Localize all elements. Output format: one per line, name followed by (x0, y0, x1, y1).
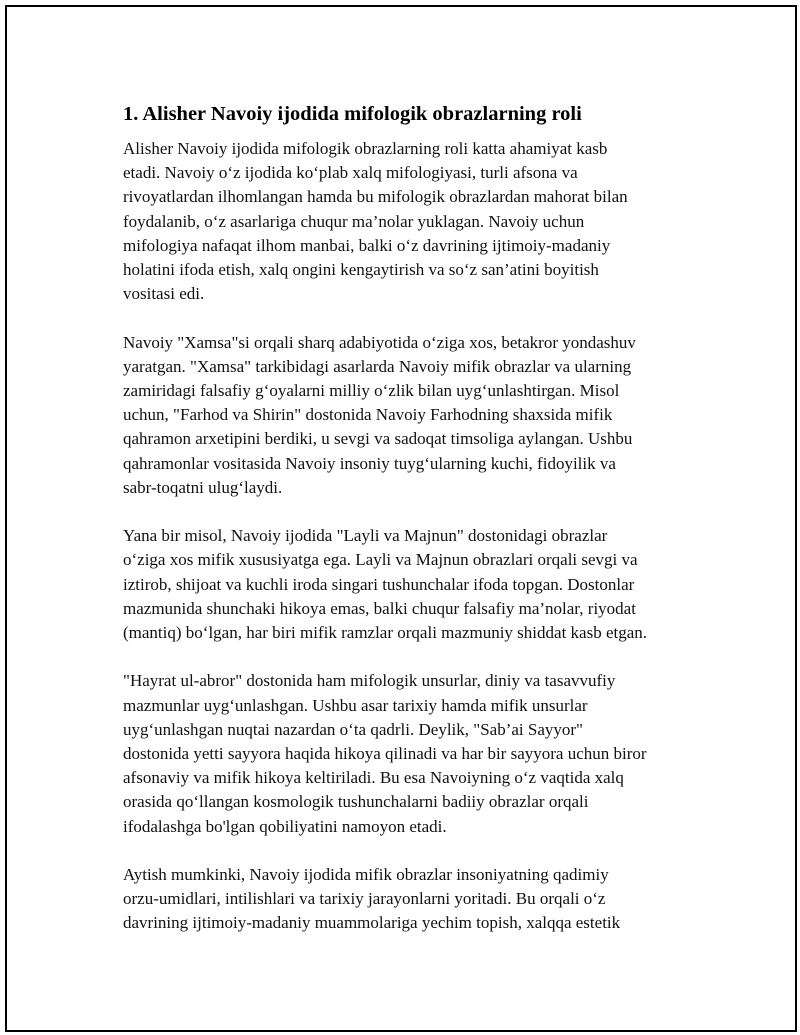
paragraph-1 (123, 137, 703, 306)
text-line: Aytish mumkinki, Navoiy ijodida mifik obrazlar insoniyatning qadimiy (123, 865, 609, 885)
text-line: Yana bir misol, Navoiy ijodida "Layli va Majnun" dostonidagi obrazlar (123, 526, 608, 546)
text-line: holatini ifoda etish, xalq ongini kengaytirish va so‘z san’atini boyitish (123, 260, 599, 280)
paragraph-3 (123, 524, 703, 645)
text-line: mifologiya nafaqat ilhom manbai, balki o‘z davrining ijtimoiy-madaniy (123, 235, 611, 255)
text-line: orasida qo‘llangan kosmologik tushunchalarni badiiy obrazlar orqali (123, 792, 589, 812)
paragraph-5 (123, 863, 703, 936)
text-line: iztirob, shijoat va kuchli iroda singari tushunchalar ifoda topgan. Dostonlar (123, 574, 635, 594)
text-line: mazmunlar uyg‘unlashgan. Ushbu asar tarixiy hamda mifik unsurlar (123, 695, 588, 715)
section-heading: 1. Alisher Navoiy ijodida mifologik obrazlarning roli (123, 103, 582, 125)
text-line: etadi. Navoiy o‘z ijodida ko‘plab xalq mifologiyasi, turli afsona va (123, 163, 578, 183)
text-line: uchun, "Farhod va Shirin" dostonida Navoiy Farhodning shaxsida mifik (123, 405, 613, 425)
text-line: uyg‘unlashgan nuqtai nazardan o‘ta qadrli. Deylik, "Sab’ai Sayyor" (123, 719, 583, 739)
text-line: "Hayrat ul-abror" dostonida ham mifologik unsurlar, diniy va tasavvufiy (123, 671, 616, 691)
text-line: vositasi edi. (123, 284, 205, 304)
text-line: foydalanib, o‘z asarlariga chuqur ma’nolar yuklagan. Navoiy uchun (123, 211, 585, 231)
text-line: sabr-toqatni ulug‘laydi. (123, 477, 283, 497)
text-line: mazmunida shunchaki hikoya emas, balki chuqur falsafiy ma’nolar, riyodat (123, 598, 636, 618)
text-line: o‘ziga xos mifik xususiyatga ega. Layli va Majnun obrazlari orqali sevgi va (123, 550, 638, 570)
text-line: qahramonlar vositasida Navoiy insoniy tuyg‘ularning kuchi, fidoyilik va (123, 453, 616, 473)
text-line: afsonaviy va mifik hikoya keltiriladi. Bu esa Navoiyning o‘z vaqtida xalq (123, 768, 624, 788)
text-line: rivoyatlardan ilhomlangan hamda bu mifologik obrazlardan mahorat bilan (123, 187, 628, 207)
text-line: zamiridagi falsafiy g‘oyalarni milliy o‘zlik bilan uyg‘unlashtirgan. Misol (123, 381, 620, 401)
text-line: ifodalashga bo'lgan qobiliyatini namoyon etadi. (123, 816, 447, 836)
text-line: Alisher Navoiy ijodida mifologik obrazlarning roli katta ahamiyat kasb (123, 139, 608, 158)
text-line: orzu-umidlari, intilishlari va tarixiy jarayonlarni yoritadi. Bu orqali o‘z (123, 889, 606, 909)
text-line: (mantiq) bo‘lgan, har biri mifik ramzlar orqali mazmuniy shiddat kasb etgan. (123, 623, 648, 643)
text-line: davrining ijtimoiy-madaniy muammolariga yechim topish, xalqqa estetik (123, 913, 621, 933)
text-line: dostonida yetti sayyora haqida hikoya qilinadi va har bir sayyora uchun biror (123, 744, 647, 764)
document-body (123, 101, 703, 960)
document-page (5, 5, 797, 1032)
text-line: Navoiy "Xamsa"si orqali sharq adabiyotida o‘ziga xos, betakror yondashuv (123, 332, 636, 352)
text-line: qahramon arxetipini berdiki, u sevgi va sadoqat timsoliga aylangan. Ushbu (123, 429, 633, 449)
text-line: yaratgan. "Xamsa" tarkibidagi asarlarda Navoiy mifik obrazlar va ularning (123, 356, 632, 376)
paragraph-4 (123, 669, 703, 838)
paragraph-2 (123, 331, 703, 500)
